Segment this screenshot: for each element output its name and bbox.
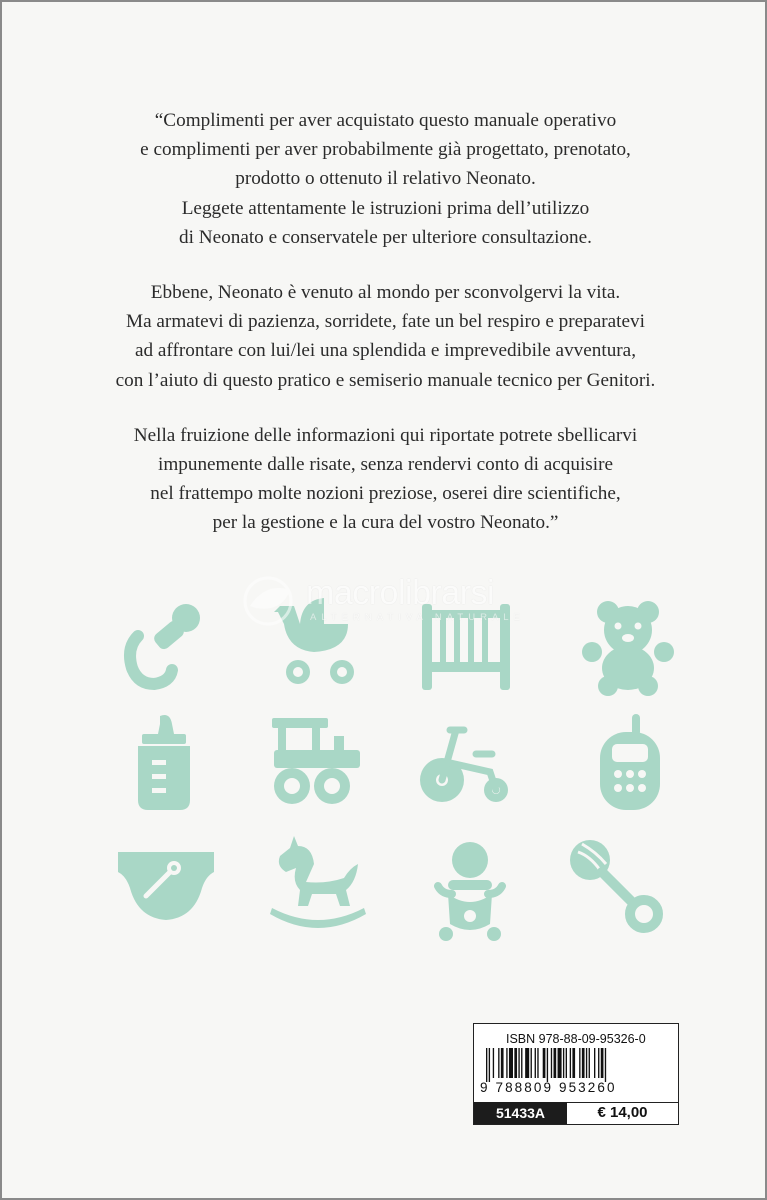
blurb-line: Ebbene, Neonato è venuto al mondo per sconvolgervi la vita. [150, 282, 621, 304]
blurb-paragraph-1 [42, 106, 729, 252]
barcode-bar [501, 1048, 504, 1078]
blurb-line: di Neonato e conservatele per ulteriore consultazione. [179, 226, 592, 248]
blurb-line: con l’aiuto di questo pratico e semiserio manuale tecnico per Genitori. [115, 369, 656, 391]
tricycle-icon [416, 714, 516, 814]
barcode-bar [601, 1048, 604, 1078]
barcode-bar [566, 1048, 567, 1078]
barcode-bar [594, 1048, 595, 1078]
barcode-bar [535, 1048, 536, 1078]
baby-bottle-icon [122, 714, 222, 814]
barcode-bar [570, 1048, 571, 1078]
barcode-bar [486, 1048, 487, 1082]
isbn-label: ISBN 978-88-09-95326-0 [506, 1032, 646, 1046]
watermark-tagline: ALTERNATIVA NATURALE [310, 612, 525, 623]
blurb-line: ad affrontare con lui/lei una splendida e imprevedibile avventura, [135, 340, 636, 362]
blurb-paragraph-2 [42, 278, 729, 395]
barcode-bar [514, 1048, 517, 1078]
barcode-bar [572, 1048, 575, 1078]
rattle-icon [568, 838, 668, 938]
blurb-line: prodotto o ottenuto il relativo Neonato. [235, 168, 536, 190]
teddy-bear-icon [578, 598, 678, 698]
barcode-bar [586, 1048, 587, 1078]
barcode-bar [589, 1048, 590, 1078]
diaper-icon [116, 844, 216, 944]
barcode-bar [506, 1048, 507, 1078]
barcode-bar [525, 1048, 529, 1078]
barcode-bar [518, 1048, 519, 1078]
barcode-bar [537, 1048, 538, 1078]
barcode-bar [531, 1048, 532, 1078]
barcode-bar [509, 1048, 513, 1078]
barcode-digits: 9 788809 953260 [480, 1080, 617, 1095]
barcode-bar [498, 1048, 499, 1078]
barcode-bar [493, 1048, 494, 1078]
blurb-line: “Complimenti per aver acquistato questo manuale operativo [154, 110, 617, 131]
baby-icon [434, 842, 534, 942]
pacifier-icon [114, 596, 214, 696]
barcode-bars [482, 1048, 670, 1082]
barcode-box [473, 1023, 679, 1125]
macrolibrarsi-watermark [238, 574, 538, 630]
barcode-bar [563, 1048, 564, 1078]
blurb-line: nel frattempo molte nozioni preziose, oserei dire scientifiche, [150, 483, 621, 505]
barcode-bar [521, 1048, 522, 1078]
blurb-line: Nella fruizione delle informazioni qui riportate potrete sbellicarvi [133, 424, 638, 446]
barcode-bar [598, 1048, 599, 1078]
product-code: 51433A [474, 1102, 567, 1124]
barcode-bar [543, 1048, 546, 1078]
watermark-brand: macrolibrarsi [306, 574, 495, 612]
baby-monitor-icon [584, 712, 684, 812]
barcode-bar [558, 1048, 562, 1078]
barcode-bar [547, 1048, 548, 1082]
barcode-bar [551, 1048, 552, 1078]
blurb-text [42, 106, 729, 564]
price-label: € 14,00 [567, 1102, 678, 1124]
blurb-line: Ma armatevi di pazienza, sorridete, fate un bel respiro e preparatevi [126, 311, 645, 333]
barcode-bar [605, 1048, 606, 1082]
blurb-line: impunemente dalle risate, senza rendervi conto di acquisire [158, 454, 613, 476]
barcode-bar [554, 1048, 557, 1078]
barcode-bar [579, 1048, 580, 1078]
blurb-line: per la gestione e la cura del vostro Neonato.” [212, 512, 559, 534]
blurb-line: Leggete attentamente le istruzioni prima dell’utilizzo [181, 197, 590, 219]
leaf-logo-icon [238, 576, 300, 626]
barcode-bar [582, 1048, 585, 1078]
blurb-paragraph-3 [42, 421, 729, 538]
rocking-horse-icon [268, 834, 368, 934]
blurb-line: e complimenti per aver probabilmente già progettato, prenotato, [140, 139, 631, 161]
barcode-bar [489, 1048, 490, 1082]
toy-train-icon [266, 714, 366, 814]
